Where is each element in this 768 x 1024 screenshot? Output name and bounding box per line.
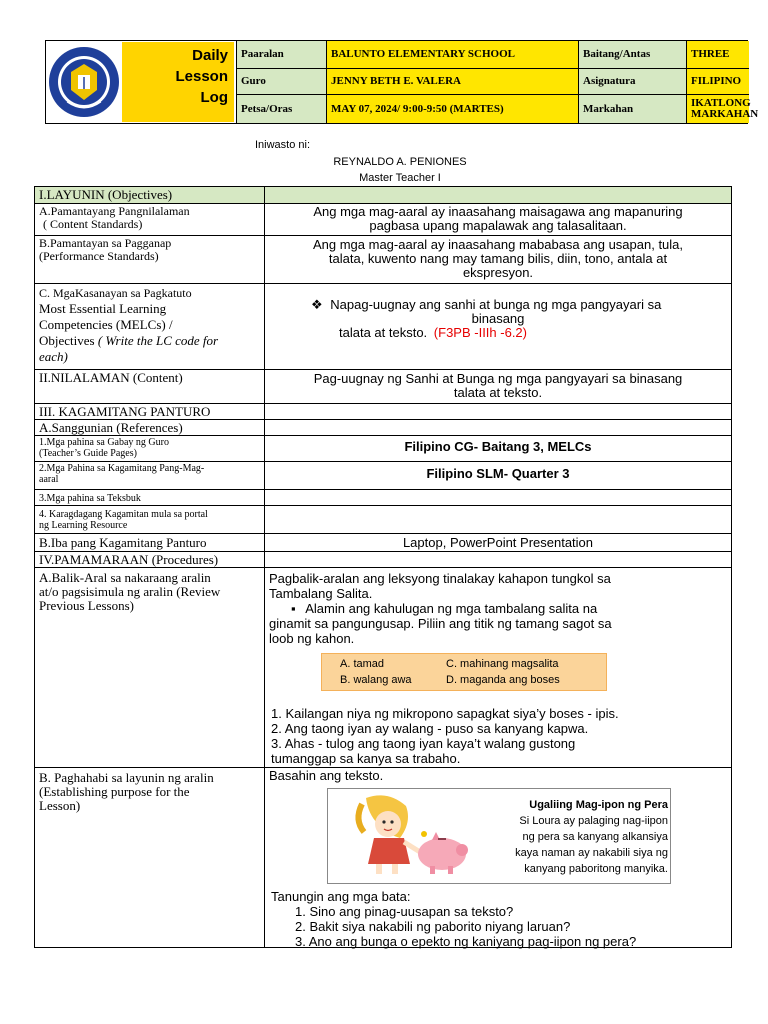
text-line: ekspresyon. [462,265,534,280]
question-item: 2. Bakit siya nakabili ng paborito niyang laruan? [295,919,571,934]
text-line: loob ng kahon. [269,631,355,646]
questions-block [271,889,636,949]
story-line: kanyang paboritong manyika. [524,863,668,875]
story-card [327,788,671,884]
label-part: ( Write the LC code for [97,333,219,348]
materials-heading: III. KAGAMITANG PANTURO [35,404,265,420]
content-standards-row [35,203,731,236]
label-line: Lesson) [39,798,81,813]
checker-name: REYNALDO A. PENIONES [333,156,467,168]
label-line: each) [39,349,68,364]
content-standards-label [35,204,265,236]
choice-c: C. mahinang magsalita [446,658,559,670]
subject-value: FILIPINO [686,68,749,94]
other-materials-label: B.Iba pang Kagamitang Panturo [35,534,265,552]
learners-material-label [35,462,265,490]
review-label [35,568,265,768]
text-line: Ang mga mag-aaral ay inaasahang mababasa ang usapan, tula, [312,237,684,252]
text-line: binasang [471,311,525,326]
ask-text: Tanungin ang mga bata: [271,889,411,904]
text-line: ginamit sa pangungusap. Piliin ang titik ng tamang sagot sa [269,616,612,631]
title-line: Daily [192,47,228,64]
label-line: 1.Mga pahina sa Gabay ng Guro [39,437,169,448]
title-line: Lesson [175,68,228,85]
lc-code: (F3PB -IIIh -6.2) [433,325,527,340]
content-label: II.NILALAMAN (Content) [35,370,265,404]
text-line: Tambalang Salita. [269,586,373,601]
grade-value: THREE [686,41,749,68]
melc-bullet-line [269,298,727,312]
story-line: kaya naman ay nakabili siya ng [515,847,668,859]
melc-text [265,284,731,370]
lr-portal-label [35,506,265,534]
label-line: 4. Karagdagang Kagamitan mula sa portal [39,509,208,520]
empty-cell [265,490,731,506]
performance-standards-label [35,236,265,284]
lesson-table [34,186,732,948]
checker-position: Master Teacher I [359,172,441,184]
quarter-label: Markahan [578,94,686,123]
learners-material-text: Filipino SLM- Quarter 3 [426,466,570,481]
story-line: ng pera sa kanyang alkansiya [522,831,668,843]
review-items [271,706,619,766]
label-line: ng Learning Resource [39,520,128,531]
content-text [265,370,731,404]
content-row [35,369,731,404]
references-label: A.Sanggunian (References) [35,420,265,436]
materials-heading-row [35,403,731,420]
review-item: 3. Ahas - tulog ang taong iyan kaya’t walang gustong [271,736,576,751]
checked-by-label: Iniwasto ni: [255,139,311,151]
review-item: tumanggap sa kanya sa trabaho. [271,751,461,766]
text-line: talata at teksto. [453,385,543,400]
content-standards-text [265,204,731,236]
purpose-text: Basahin ang teksto. [269,768,384,783]
teachers-guide-row [35,435,731,462]
empty-cell [265,420,731,436]
diamond-bullet-icon: ❖ [311,297,323,312]
daily-lesson-log-title [122,42,234,122]
question-item: 3. Ano ang bunga o epekto ng kaniyang pag-iipon ng pera? [295,934,637,949]
references-row [35,419,731,436]
quarter-line: IKATLONG [691,97,751,109]
empty-cell [265,404,731,420]
text-line: talata, kuwento nang may tamang bilis, diin, tono, antala at [328,251,668,266]
label-line [39,333,260,349]
teachers-guide-text: Filipino CG- Baitang 3, MELCs [404,439,592,454]
purpose-row [35,767,731,948]
objectives-heading: I.LAYUNIN (Objectives) [35,187,265,203]
square-bullet-icon: ▪ [291,601,296,616]
label-line: ( Content Standards) [43,217,143,231]
label-line: aaral [39,474,59,485]
text-line: Alamin ang kahulugan ng mga tambalang salita na [305,601,598,616]
melc-code-line [269,326,727,340]
empty-cell [265,552,731,568]
label-line: Most Essential Learning [39,301,167,316]
melc-label [35,284,265,370]
choices-box [321,653,607,691]
performance-standards-row [35,235,731,284]
teacher-value: JENNY BETH E. VALERA [326,68,578,94]
label-line: (Establishing purpose for the [39,784,190,799]
girl-piggy-bank-illustration [348,794,472,878]
choice-d: D. maganda ang boses [446,674,560,686]
text-line: Pagbalik-aralan ang leksyong tinalakay kahapon tungkol sa [269,571,611,586]
teacher-label: Guro [236,68,326,94]
empty-cell [265,187,731,203]
label-line: Competencies (MELCs) / [39,317,173,332]
review-item: 2. Ang taong iyan ay walang - puso sa kanyang kapwa. [271,721,589,736]
purpose-label [35,768,265,948]
choice-a: A. tamad [340,658,385,670]
label-line: (Teacher’s Guide Pages) [39,448,137,459]
text-line: Napag-uugnay ang sanhi at bunga ng mga pangyayari sa [330,297,662,312]
label-line: C. MgaKasanayan sa Pagkatuto [39,286,192,300]
text-line: Pag-uugnay ng Sanhi at Bunga ng mga pangyayari sa binasang [313,371,683,386]
label-part: Objectives [39,333,98,348]
date-value: MAY 07, 2024/ 9:00-9:50 (MARTES) [326,94,578,123]
textbook-row [35,489,731,506]
objectives-heading-row [35,187,731,203]
label-line: B. Paghahabi sa layunin ng aralin [39,770,214,785]
question-item: 1. Sino ang pinag-uusapan sa teksto? [295,904,514,919]
story-line: Si Loura ay palaging nag-iipon [519,815,668,827]
grade-label: Baitang/Antas [578,41,686,68]
deped-seal-logo [47,42,121,122]
procedures-heading-row [35,551,731,568]
school-label: Paaralan [236,41,326,68]
text-line: Ang mga mag-aaral ay inaasahang maisagawa ang mapanuring [313,204,683,219]
header-table [45,40,759,124]
review-row [35,567,731,768]
review-bullet-line [269,601,727,616]
lr-portal-row [35,505,731,534]
textbook-label: 3.Mga pahina sa Teksbuk [35,490,265,506]
school-value: BALUNTO ELEMENTARY SCHOOL [326,41,578,68]
empty-cell [265,506,731,534]
choice-b: B. walang awa [340,674,412,686]
learners-material-row [35,461,731,490]
label-line: B.Pamantayan sa Pagganap [39,236,172,250]
text-line: talata at teksto. [339,325,428,340]
quarter-line: MARKAHAN [691,108,759,120]
subject-label: Asignatura [578,68,686,94]
story-title: Ugaliing Mag-ipon ng Pera [529,799,668,811]
other-materials-text: Laptop, PowerPoint Presentation [402,535,594,550]
quarter-value [686,94,759,123]
procedures-heading: IV.PAMAMARAAN (Procedures) [35,552,265,568]
performance-standards-text [265,236,731,284]
label-line: A.Pamantayang Pangnilalaman [39,204,190,218]
review-item: 1. Kailangan niya ng mikropono sapagkat siya’y boses - ipis. [271,706,619,721]
label-line: Previous Lessons) [39,598,134,613]
title-line: Log [200,89,228,106]
date-label: Petsa/Oras [236,94,326,123]
story-text [506,797,668,877]
label-line: 2.Mga Pahina sa Kagamitang Pang-Mag- [39,463,205,474]
other-materials-row [35,533,731,552]
label-line: A.Balik-Aral sa nakaraang aralin [39,570,211,585]
text-line: pagbasa upang mapalawak ang talasalitaan. [369,218,627,233]
label-line: (Performance Standards) [39,249,159,263]
melc-row [35,283,731,370]
teachers-guide-label [35,436,265,462]
label-line: at/o pagsisimula ng aralin (Review [39,584,221,599]
